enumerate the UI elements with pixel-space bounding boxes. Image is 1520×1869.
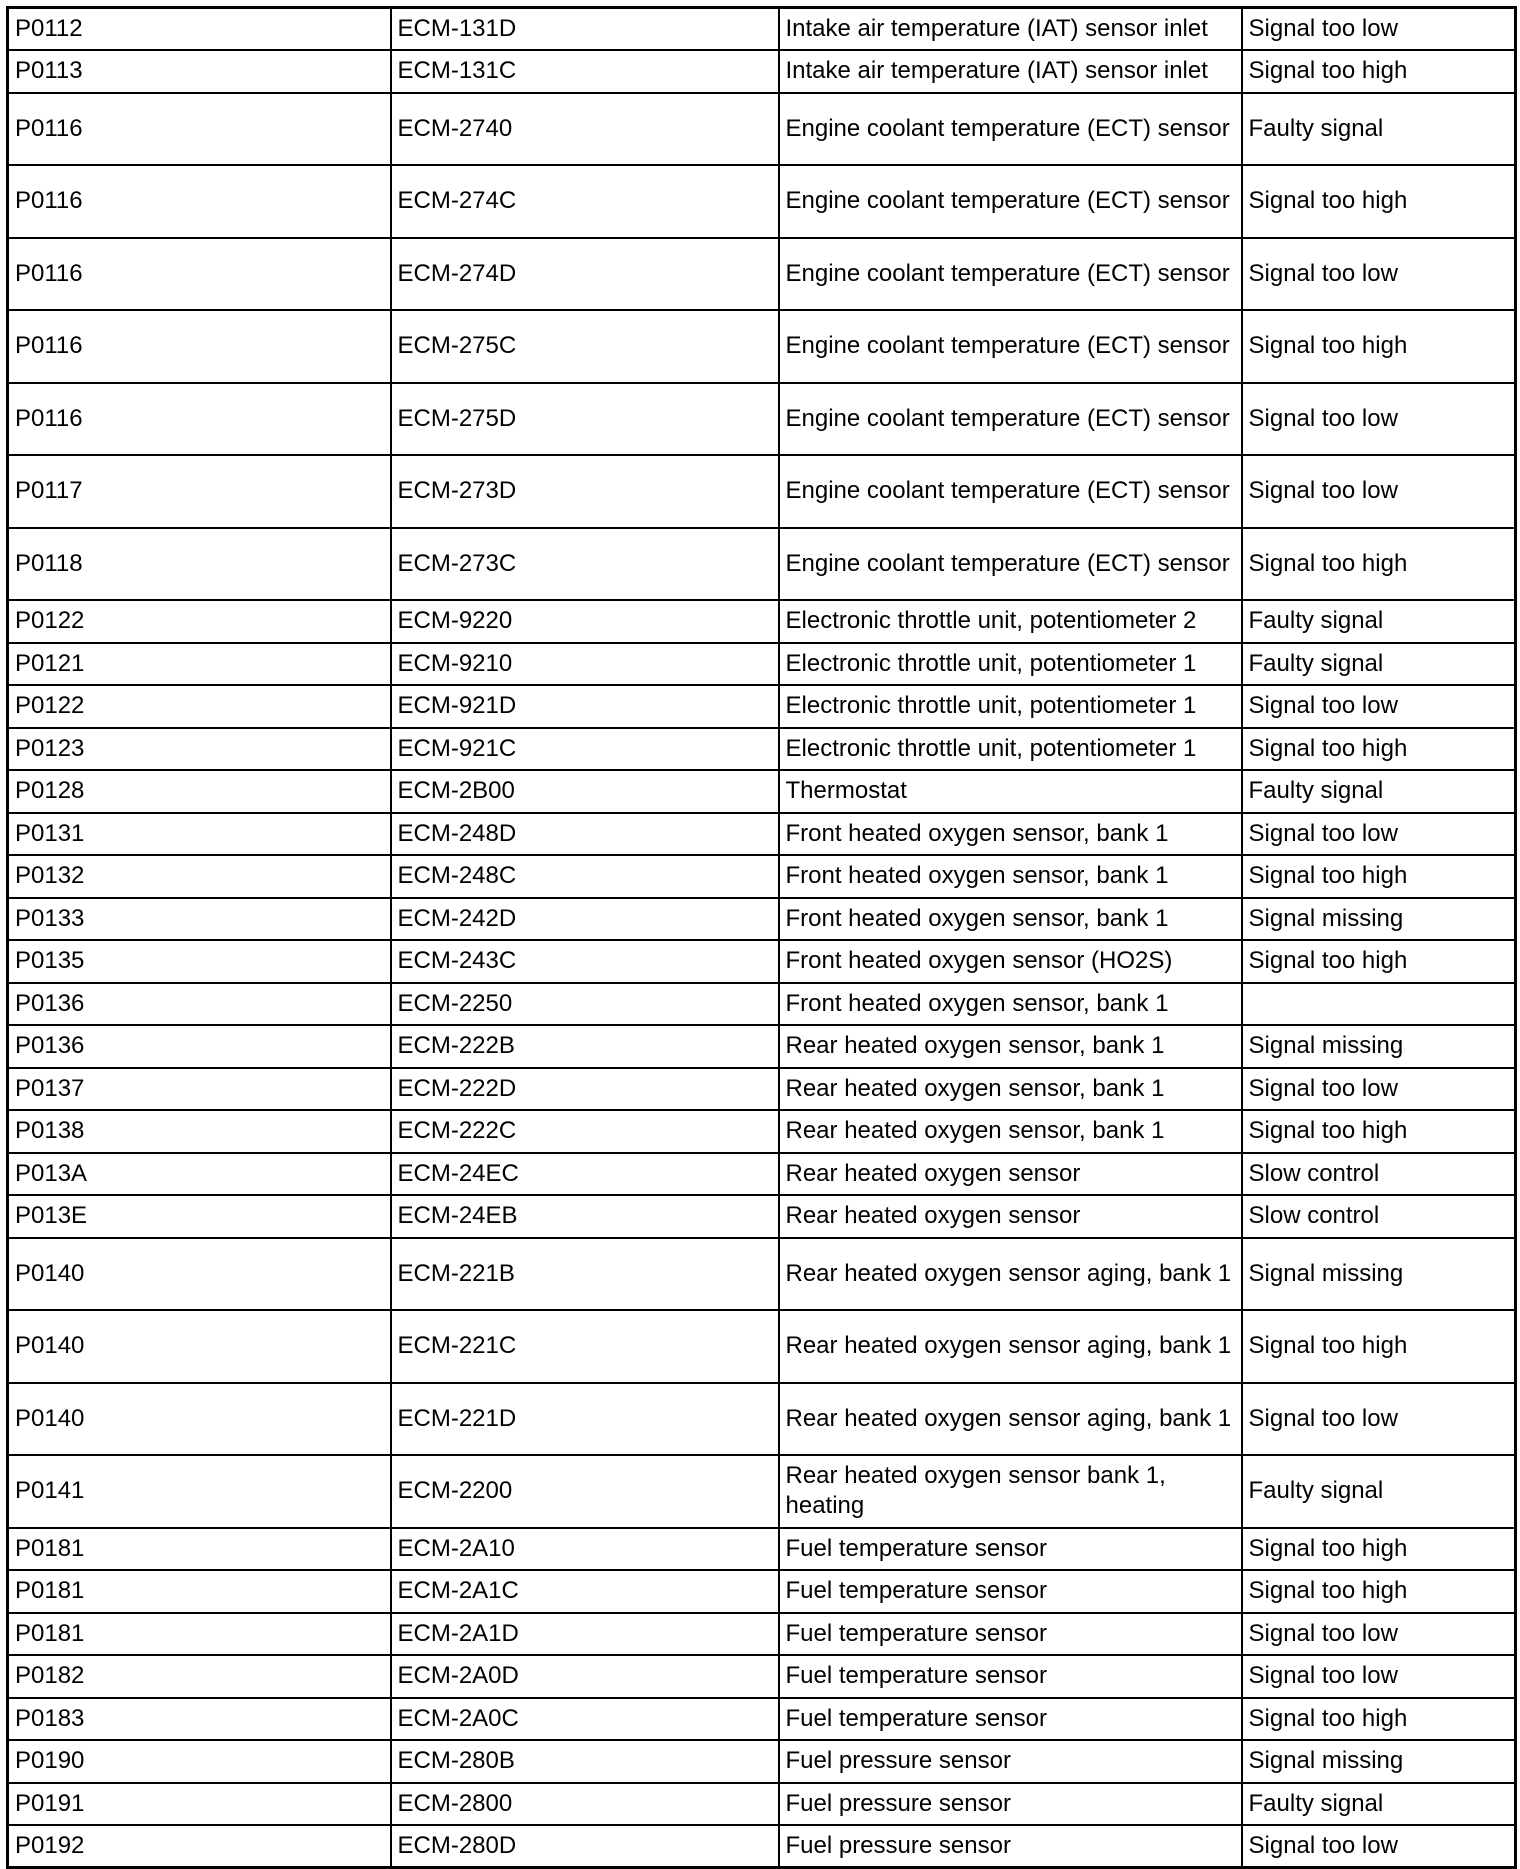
dtc-cell: P0136 bbox=[8, 983, 391, 1026]
component-cell: Engine coolant temperature (ECT) sensor bbox=[779, 238, 1242, 311]
ecm-code-cell: ECM-2A0D bbox=[391, 1655, 779, 1698]
document-page bbox=[6, 6, 1514, 1869]
component-cell: Fuel pressure sensor bbox=[779, 1783, 1242, 1826]
table-row bbox=[8, 983, 1516, 1026]
table-row bbox=[8, 1783, 1516, 1826]
ecm-code-cell: ECM-2B00 bbox=[391, 770, 779, 813]
component-cell: Engine coolant temperature (ECT) sensor bbox=[779, 455, 1242, 528]
fault-type-cell: Faulty signal bbox=[1242, 1455, 1516, 1528]
dtc-cell: P0122 bbox=[8, 600, 391, 643]
component-cell: Thermostat bbox=[779, 770, 1242, 813]
table-row bbox=[8, 1528, 1516, 1571]
table-row bbox=[8, 1825, 1516, 1868]
table-row bbox=[8, 1570, 1516, 1613]
ecm-code-cell: ECM-248C bbox=[391, 855, 779, 898]
component-cell: Rear heated oxygen sensor, bank 1 bbox=[779, 1068, 1242, 1111]
fault-type-cell: Signal too high bbox=[1242, 50, 1516, 93]
component-cell: Fuel temperature sensor bbox=[779, 1528, 1242, 1571]
dtc-cell: P0116 bbox=[8, 310, 391, 383]
table-row bbox=[8, 93, 1516, 166]
fault-type-cell: Faulty signal bbox=[1242, 643, 1516, 686]
table-row bbox=[8, 1310, 1516, 1383]
ecm-code-cell: ECM-242D bbox=[391, 898, 779, 941]
dtc-cell: P0191 bbox=[8, 1783, 391, 1826]
dtc-cell: P0140 bbox=[8, 1310, 391, 1383]
fault-type-cell: Signal too high bbox=[1242, 1110, 1516, 1153]
component-cell: Rear heated oxygen sensor, bank 1 bbox=[779, 1110, 1242, 1153]
dtc-cell: P0121 bbox=[8, 643, 391, 686]
dtc-cell: P0112 bbox=[8, 8, 391, 51]
fault-type-cell: Faulty signal bbox=[1242, 600, 1516, 643]
ecm-code-cell: ECM-243C bbox=[391, 940, 779, 983]
component-cell: Rear heated oxygen sensor bank 1, heating bbox=[779, 1455, 1242, 1528]
dtc-cell: P0140 bbox=[8, 1238, 391, 1311]
dtc-cell: P0140 bbox=[8, 1383, 391, 1456]
dtc-cell: P0136 bbox=[8, 1025, 391, 1068]
fault-type-cell: Signal too low bbox=[1242, 8, 1516, 51]
ecm-code-cell: ECM-221C bbox=[391, 1310, 779, 1383]
fault-type-cell bbox=[1242, 983, 1516, 1026]
table-row bbox=[8, 1068, 1516, 1111]
component-cell: Engine coolant temperature (ECT) sensor bbox=[779, 383, 1242, 456]
fault-type-cell: Signal too low bbox=[1242, 455, 1516, 528]
fault-type-cell: Signal too high bbox=[1242, 165, 1516, 238]
component-cell: Engine coolant temperature (ECT) sensor bbox=[779, 165, 1242, 238]
fault-type-cell: Slow control bbox=[1242, 1195, 1516, 1238]
dtc-cell: P0122 bbox=[8, 685, 391, 728]
fault-type-cell: Signal too high bbox=[1242, 528, 1516, 601]
fault-type-cell: Signal too high bbox=[1242, 1310, 1516, 1383]
fault-type-cell: Faulty signal bbox=[1242, 770, 1516, 813]
dtc-cell: P0138 bbox=[8, 1110, 391, 1153]
ecm-code-cell: ECM-273C bbox=[391, 528, 779, 601]
dtc-table bbox=[6, 6, 1517, 1869]
table-row bbox=[8, 1455, 1516, 1528]
dtc-cell: P0192 bbox=[8, 1825, 391, 1868]
table-row bbox=[8, 165, 1516, 238]
dtc-cell: P0181 bbox=[8, 1528, 391, 1571]
table-row bbox=[8, 1383, 1516, 1456]
table-row bbox=[8, 728, 1516, 771]
component-cell: Fuel temperature sensor bbox=[779, 1698, 1242, 1741]
dtc-cell: P013A bbox=[8, 1153, 391, 1196]
ecm-code-cell: ECM-2A1D bbox=[391, 1613, 779, 1656]
ecm-code-cell: ECM-221B bbox=[391, 1238, 779, 1311]
dtc-cell: P0135 bbox=[8, 940, 391, 983]
fault-type-cell: Signal too low bbox=[1242, 1068, 1516, 1111]
fault-type-cell: Signal too high bbox=[1242, 1570, 1516, 1613]
ecm-code-cell: ECM-2A10 bbox=[391, 1528, 779, 1571]
component-cell: Rear heated oxygen sensor aging, bank 1 bbox=[779, 1238, 1242, 1311]
component-cell: Front heated oxygen sensor, bank 1 bbox=[779, 813, 1242, 856]
table-row bbox=[8, 813, 1516, 856]
fault-type-cell: Slow control bbox=[1242, 1153, 1516, 1196]
component-cell: Engine coolant temperature (ECT) sensor bbox=[779, 310, 1242, 383]
ecm-code-cell: ECM-2800 bbox=[391, 1783, 779, 1826]
component-cell: Rear heated oxygen sensor aging, bank 1 bbox=[779, 1383, 1242, 1456]
component-cell: Front heated oxygen sensor (HO2S) bbox=[779, 940, 1242, 983]
ecm-code-cell: ECM-275C bbox=[391, 310, 779, 383]
table-row bbox=[8, 1613, 1516, 1656]
fault-type-cell: Signal too high bbox=[1242, 1698, 1516, 1741]
dtc-cell: P0116 bbox=[8, 238, 391, 311]
table-row bbox=[8, 643, 1516, 686]
ecm-code-cell: ECM-2A1C bbox=[391, 1570, 779, 1613]
component-cell: Intake air temperature (IAT) sensor inlet bbox=[779, 50, 1242, 93]
ecm-code-cell: ECM-131D bbox=[391, 8, 779, 51]
ecm-code-cell: ECM-921D bbox=[391, 685, 779, 728]
dtc-cell: P0113 bbox=[8, 50, 391, 93]
component-cell: Fuel temperature sensor bbox=[779, 1655, 1242, 1698]
table-row bbox=[8, 940, 1516, 983]
component-cell: Fuel pressure sensor bbox=[779, 1740, 1242, 1783]
component-cell: Engine coolant temperature (ECT) sensor bbox=[779, 93, 1242, 166]
table-row bbox=[8, 1153, 1516, 1196]
dtc-cell: P0190 bbox=[8, 1740, 391, 1783]
ecm-code-cell: ECM-2740 bbox=[391, 93, 779, 166]
ecm-code-cell: ECM-222D bbox=[391, 1068, 779, 1111]
component-cell: Front heated oxygen sensor, bank 1 bbox=[779, 855, 1242, 898]
table-row bbox=[8, 600, 1516, 643]
table-row bbox=[8, 50, 1516, 93]
component-cell: Electronic throttle unit, potentiometer 2 bbox=[779, 600, 1242, 643]
fault-type-cell: Signal missing bbox=[1242, 1238, 1516, 1311]
table-row bbox=[8, 770, 1516, 813]
component-cell: Fuel temperature sensor bbox=[779, 1570, 1242, 1613]
component-cell: Intake air temperature (IAT) sensor inlet bbox=[779, 8, 1242, 51]
fault-type-cell: Signal missing bbox=[1242, 898, 1516, 941]
component-cell: Fuel temperature sensor bbox=[779, 1613, 1242, 1656]
ecm-code-cell: ECM-921C bbox=[391, 728, 779, 771]
fault-type-cell: Signal too high bbox=[1242, 1528, 1516, 1571]
dtc-cell: P0181 bbox=[8, 1613, 391, 1656]
component-cell: Engine coolant temperature (ECT) sensor bbox=[779, 528, 1242, 601]
ecm-code-cell: ECM-248D bbox=[391, 813, 779, 856]
fault-type-cell: Signal too high bbox=[1242, 940, 1516, 983]
ecm-code-cell: ECM-9210 bbox=[391, 643, 779, 686]
ecm-code-cell: ECM-274C bbox=[391, 165, 779, 238]
table-row bbox=[8, 238, 1516, 311]
ecm-code-cell: ECM-275D bbox=[391, 383, 779, 456]
component-cell: Rear heated oxygen sensor bbox=[779, 1195, 1242, 1238]
dtc-cell: P0182 bbox=[8, 1655, 391, 1698]
ecm-code-cell: ECM-280D bbox=[391, 1825, 779, 1868]
fault-type-cell: Signal too high bbox=[1242, 855, 1516, 898]
dtc-cell: P0137 bbox=[8, 1068, 391, 1111]
table-row bbox=[8, 383, 1516, 456]
ecm-code-cell: ECM-131C bbox=[391, 50, 779, 93]
dtc-cell: P0183 bbox=[8, 1698, 391, 1741]
ecm-code-cell: ECM-280B bbox=[391, 1740, 779, 1783]
component-cell: Electronic throttle unit, potentiometer 1 bbox=[779, 728, 1242, 771]
fault-type-cell: Signal too low bbox=[1242, 685, 1516, 728]
table-row bbox=[8, 1698, 1516, 1741]
component-cell: Front heated oxygen sensor, bank 1 bbox=[779, 898, 1242, 941]
table-row bbox=[8, 1110, 1516, 1153]
fault-type-cell: Signal missing bbox=[1242, 1025, 1516, 1068]
table-row bbox=[8, 455, 1516, 528]
table-row bbox=[8, 1655, 1516, 1698]
dtc-cell: P0116 bbox=[8, 165, 391, 238]
ecm-code-cell: ECM-9220 bbox=[391, 600, 779, 643]
dtc-cell: P0128 bbox=[8, 770, 391, 813]
fault-type-cell: Faulty signal bbox=[1242, 93, 1516, 166]
ecm-code-cell: ECM-24EC bbox=[391, 1153, 779, 1196]
fault-type-cell: Signal too low bbox=[1242, 1825, 1516, 1868]
table-row bbox=[8, 528, 1516, 601]
component-cell: Rear heated oxygen sensor bbox=[779, 1153, 1242, 1196]
ecm-code-cell: ECM-222B bbox=[391, 1025, 779, 1068]
table-row bbox=[8, 898, 1516, 941]
table-row bbox=[8, 310, 1516, 383]
ecm-code-cell: ECM-2A0C bbox=[391, 1698, 779, 1741]
table-row bbox=[8, 855, 1516, 898]
fault-type-cell: Faulty signal bbox=[1242, 1783, 1516, 1826]
fault-type-cell: Signal too low bbox=[1242, 238, 1516, 311]
dtc-cell: P0131 bbox=[8, 813, 391, 856]
table-row bbox=[8, 685, 1516, 728]
ecm-code-cell: ECM-221D bbox=[391, 1383, 779, 1456]
dtc-table-body bbox=[8, 8, 1516, 1868]
ecm-code-cell: ECM-273D bbox=[391, 455, 779, 528]
component-cell: Fuel pressure sensor bbox=[779, 1825, 1242, 1868]
fault-type-cell: Signal too low bbox=[1242, 383, 1516, 456]
ecm-code-cell: ECM-222C bbox=[391, 1110, 779, 1153]
fault-type-cell: Signal too low bbox=[1242, 1613, 1516, 1656]
table-row bbox=[8, 1025, 1516, 1068]
component-cell: Electronic throttle unit, potentiometer 1 bbox=[779, 685, 1242, 728]
fault-type-cell: Signal too low bbox=[1242, 813, 1516, 856]
fault-type-cell: Signal too high bbox=[1242, 310, 1516, 383]
dtc-cell: P0117 bbox=[8, 455, 391, 528]
component-cell: Electronic throttle unit, potentiometer 1 bbox=[779, 643, 1242, 686]
table-row bbox=[8, 1740, 1516, 1783]
fault-type-cell: Signal too low bbox=[1242, 1383, 1516, 1456]
fault-type-cell: Signal too low bbox=[1242, 1655, 1516, 1698]
ecm-code-cell: ECM-274D bbox=[391, 238, 779, 311]
table-row bbox=[8, 1238, 1516, 1311]
fault-type-cell: Signal missing bbox=[1242, 1740, 1516, 1783]
dtc-cell: P0133 bbox=[8, 898, 391, 941]
ecm-code-cell: ECM-24EB bbox=[391, 1195, 779, 1238]
ecm-code-cell: ECM-2200 bbox=[391, 1455, 779, 1528]
dtc-cell: P0116 bbox=[8, 93, 391, 166]
dtc-cell: P0132 bbox=[8, 855, 391, 898]
fault-type-cell: Signal too high bbox=[1242, 728, 1516, 771]
component-cell: Front heated oxygen sensor, bank 1 bbox=[779, 983, 1242, 1026]
table-row bbox=[8, 1195, 1516, 1238]
component-cell: Rear heated oxygen sensor, bank 1 bbox=[779, 1025, 1242, 1068]
dtc-cell: P0141 bbox=[8, 1455, 391, 1528]
dtc-cell: P0181 bbox=[8, 1570, 391, 1613]
table-row bbox=[8, 8, 1516, 51]
ecm-code-cell: ECM-2250 bbox=[391, 983, 779, 1026]
dtc-cell: P0123 bbox=[8, 728, 391, 771]
dtc-cell: P0118 bbox=[8, 528, 391, 601]
dtc-cell: P013E bbox=[8, 1195, 391, 1238]
dtc-cell: P0116 bbox=[8, 383, 391, 456]
component-cell: Rear heated oxygen sensor aging, bank 1 bbox=[779, 1310, 1242, 1383]
